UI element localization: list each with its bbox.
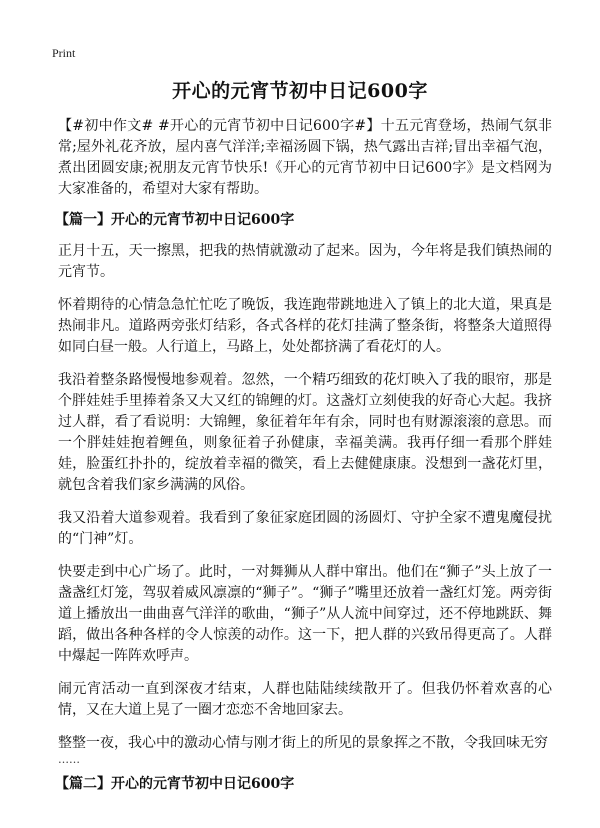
paragraph-2: 怀着期待的心情急急忙忙吃了晚饭，我连跑带跳地进入了镇上的北大道，果真是热闹非凡。道路两旁张灯结彩，各式各样的花灯挂满了整条街，将整条大道照得如同白昼一般。人行道上，马路上，处处都挤满了看花灯的人。: [58, 297, 552, 355]
paragraph-5: 快要走到中心广场了。此时，一对舞狮从人群中窜出。他们在“狮子”头上放了一盏盏红灯笼，驾驭着威风凛凛的“狮子”。“狮子”嘴里还放着一盏红灯笼。两旁街道上播放出一曲曲喜气洋洋的歌曲，“狮子”从人流中间穿过，还不停地跳跃、舞蹈，做出各种各样的令人惊羡的动作。这一下，把人群的兴致吊得更高了。人群中爆起一阵阵欢呼声。: [58, 564, 552, 664]
paragraph-4: 我又沿着大道参观着。我看到了象征家庭团圆的汤圆灯、守护全家不遭鬼魔侵扰的“门神”灯。: [58, 510, 552, 547]
document-body: [55, 116, 552, 805]
section-heading-1: 【篇一】开心的元宵节初中日记600字: [55, 212, 295, 228]
document-title: 开心的元宵节初中日记600字: [172, 80, 428, 102]
intro-paragraph: 【#初中作文# #开心的元宵节初中日记600字#】十五元宵登场，热闹气氛非常;屋外礼花齐放，屋内喜气洋洋;幸福汤圆下锅，热气露出吉祥;冒出幸福气泡，煮出团圆安康;祝朋友元宵节快乐!《开心的元宵节初中日记600字》是文档网为大家准备的，希望对大家有帮助。: [58, 118, 552, 197]
print-label: Print: [52, 46, 76, 60]
paragraph-6: 闹元宵活动一直到深夜才结束，人群也陆陆续续散开了。但我仍怀着欢喜的心情，又在大道上晃了一圈才恋恋不舍地回家去。: [58, 681, 552, 718]
paragraph-3: 我沿着整条路慢慢地参观着。忽然，一个精巧细致的花灯映入了我的眼帘，那是个胖娃娃手里捧着条又大又红的锦鲤的灯。这盏灯立刻使我的好奇心大起。我挤过人群，看了看说明：大锦鲤，象征着年年有余，同时也有财源滚滚的意思。而一个胖娃娃抱着鲤鱼，则象征着子孙健康，幸福美满。我再仔细一看那个胖娃娃，脸蛋红扑扑的，绽放着幸福的微笑，看上去健健康康。没想到一盏花灯里，就包含着我们家乡满满的风俗。: [58, 372, 552, 493]
paragraph-7: 整整一夜，我心中的激动心情与刚才街上的所见的景象挥之不散，令我回味无穷: [58, 735, 548, 751]
section-heading-2: 【篇二】开心的元宵节初中日记600字: [55, 776, 295, 792]
ellipsis: ……: [58, 753, 80, 766]
paragraph-1: 正月十五，天一擦黑，把我的热情就激动了起来。因为，今年将是我们镇热闹的元宵节。: [58, 243, 552, 280]
